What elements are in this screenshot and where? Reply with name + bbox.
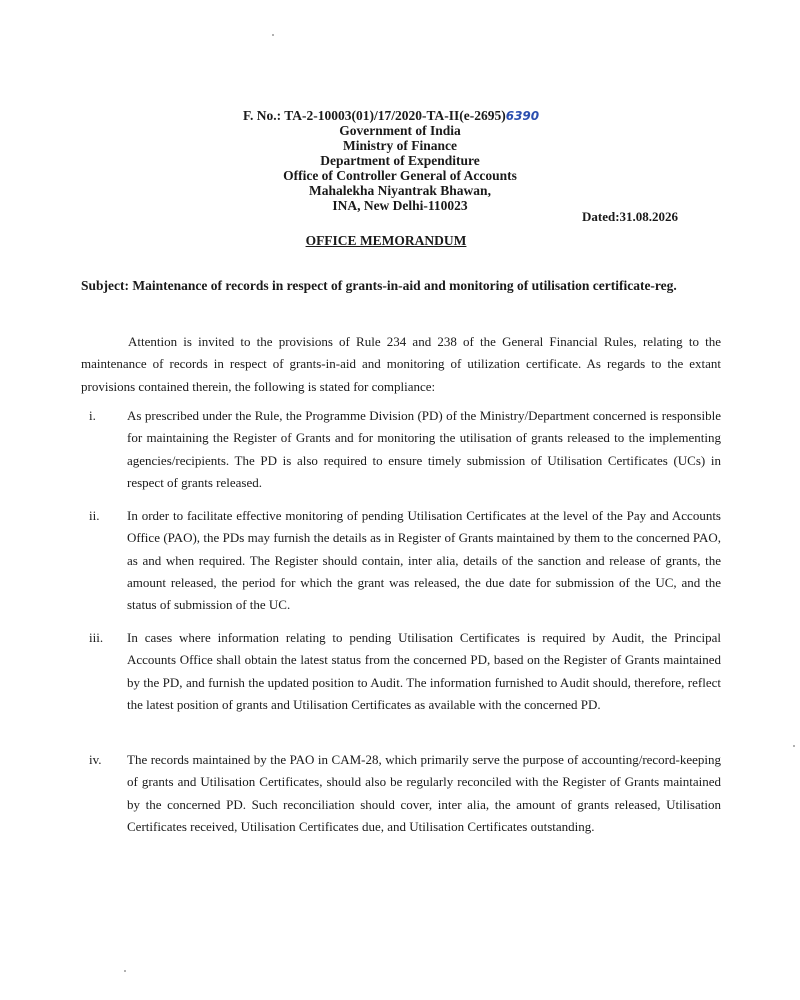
gov-line: Government of India bbox=[339, 123, 461, 138]
document-title: OFFICE MEMORANDUM bbox=[305, 233, 467, 248]
item-number: ii. bbox=[89, 508, 100, 523]
item-number: i. bbox=[89, 408, 96, 423]
item-text: As prescribed under the Rule, the Programme Division (PD) of the Ministry/Department concerned is responsible for maintaining the Register of Grants and for monitoring the utilisation of grants released to the implementing agencies/recipients. The PD is also required to ensure timely submission of Utilisation Certificates (UCs) in respect of grants released. bbox=[127, 408, 721, 490]
file-number-text: F. No.: TA-2-10003(01)/17/2020-TA-II(e-2695) bbox=[243, 108, 506, 123]
gov-line: Mahalekha Niyantrak Bhawan, bbox=[309, 183, 491, 198]
gov-line: Office of Controller General of Accounts bbox=[283, 168, 517, 183]
list-item bbox=[81, 405, 721, 494]
handwritten-number: 6390 bbox=[505, 109, 540, 123]
list-item bbox=[81, 749, 721, 838]
gov-line: INA, New Delhi-110023 bbox=[332, 198, 468, 213]
list-item bbox=[81, 627, 721, 716]
scan-speck bbox=[272, 34, 274, 36]
intro-paragraph: Attention is invited to the provisions of Rule 234 and 238 of the General Financial Rules, relating to the maintenance of records in respect of grants-in-aid and monitoring of utilization certificate. As regards to the extant provisions contained therein, the following is stated for compliance: bbox=[81, 334, 721, 394]
scan-speck bbox=[793, 745, 795, 747]
item-text: In order to facilitate effective monitoring of pending Utilisation Certificates at the level of the Pay and Accounts Office (PAO), the PDs may furnish the details as in Register of Grants maintained by them to the concerned PAO, as and when required. The Register should contain, inter alia, details of the sanction and release of grants, the amount released, the period for which the grant was released, the due date for submission of the UC, and the status of submission of the UC. bbox=[127, 508, 721, 613]
item-number: iii. bbox=[89, 630, 104, 645]
subject-line: Subject: Maintenance of records in respect of grants-in-aid and monitoring of utilisation certificate-reg. bbox=[81, 278, 677, 293]
gov-line: Ministry of Finance bbox=[343, 138, 457, 153]
item-text: In cases where information relating to pending Utilisation Certificates is required by Audit, the Principal Accounts Office shall obtain the latest status from the concerned PD, based on the Register of Grants maintained by the PD, and furnish the updated position to Audit. The information furnished to Audit should, therefore, reflect the latest position of grants and Utilisation Certificates as available with the concerned PD. bbox=[127, 630, 721, 712]
scan-speck bbox=[124, 970, 126, 972]
date-line: Dated:31.08.2026 bbox=[582, 209, 679, 224]
item-text: The records maintained by the PAO in CAM-28, which primarily serve the purpose of accounting/record-keeping of grants and Utilisation Certificates, should also be regularly reconciled with the Register of Grants maintained by the concerned PD. Such reconciliation should cover, inter alia, the amount of grants released, Utilisation Certificates received, Utilisation Certificates due, and Utilisation Certificates outstanding. bbox=[127, 752, 721, 834]
item-number: iv. bbox=[89, 752, 102, 767]
list-item bbox=[81, 505, 721, 616]
issuing-office-block bbox=[0, 123, 800, 213]
gov-line: Department of Expenditure bbox=[320, 153, 480, 168]
file-number bbox=[243, 108, 539, 124]
